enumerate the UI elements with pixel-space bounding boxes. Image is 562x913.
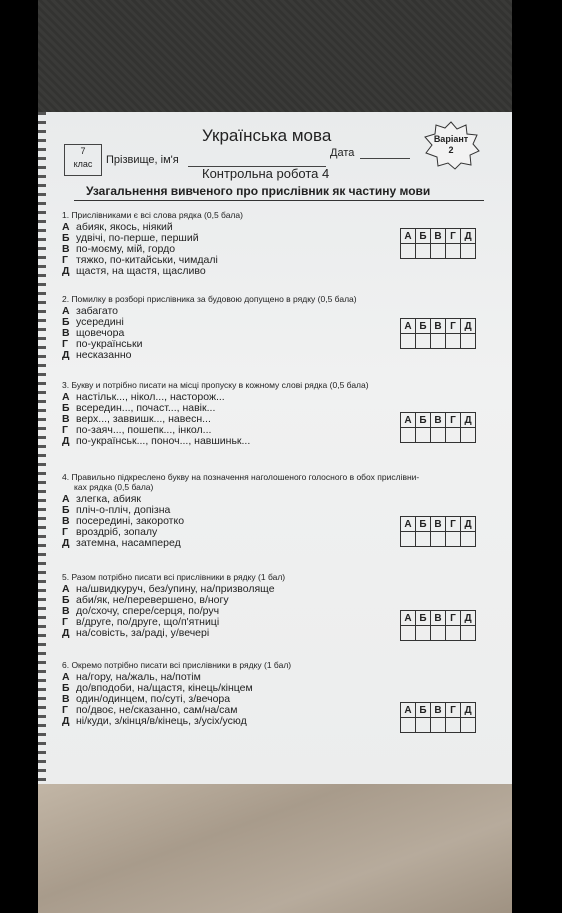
variant-number: 2 [448,145,454,155]
answer-cell[interactable] [401,718,416,733]
option: Д щастя, на щастя, щасливо [62,265,206,277]
option: Г вроздріб, зопалу [62,526,158,538]
answer-letter: А [401,611,416,626]
answer-cell[interactable] [461,532,476,547]
task-6 [62,660,291,727]
answer-cell[interactable] [431,718,446,733]
answer-letter: Б [416,611,431,626]
answer-letter: Б [416,517,431,532]
option: А злегка, абияк [62,493,141,505]
answer-cell[interactable] [416,428,431,443]
answer-letter: В [431,413,446,428]
task-question: 2. Помилку в розборі прислівника за будовою допущено в рядку (0,5 бала) [62,294,357,304]
answer-letter: Г [446,229,461,244]
answer-letter: А [401,517,416,532]
grade-number: 7 [80,146,86,156]
answer-letter: В [431,703,446,718]
answer-cell[interactable] [431,244,446,259]
answer-cell[interactable] [446,244,461,259]
option: Б удвічі, по-перше, перший [62,232,199,244]
carpet-bottom [38,775,512,913]
task-question-cont: ках рядка (0,5 бала) [74,482,154,492]
answer-grid-3 [400,412,476,443]
answer-cell[interactable] [461,428,476,443]
answer-cell[interactable] [416,626,431,641]
answer-letter: Г [446,413,461,428]
answer-letter: А [401,413,416,428]
option: Д затемна, насамперед [62,537,181,549]
option: Д на/совість, за/раді, у/вечері [62,627,210,639]
answer-cell[interactable] [431,532,446,547]
date-field[interactable] [360,158,410,159]
worksheet-page [38,112,512,784]
answer-letter: В [431,611,446,626]
option: Г в/друге, по/друге, що/п'ятниці [62,616,220,628]
answer-letter: Д [461,517,476,532]
answer-cell[interactable] [401,244,416,259]
option: А забагато [62,305,119,317]
answer-cell[interactable] [446,718,461,733]
answer-cell[interactable] [416,718,431,733]
variant-label: Варіант [433,134,469,144]
option: В посередині, закоротко [62,515,185,527]
answer-cell[interactable] [461,718,476,733]
answer-letter: Д [461,413,476,428]
carpet-top [38,0,512,115]
answer-grid-2 [400,318,476,349]
answer-cell[interactable] [431,428,446,443]
answer-letter: Д [461,229,476,244]
answer-letter: Г [446,319,461,334]
answer-cell[interactable] [401,428,416,443]
task-question: 4. Правильно підкреслено букву на позначення наголошеного голосного в обох прислівни- [62,472,420,482]
task-5 [62,572,285,639]
answer-cell[interactable] [446,626,461,641]
option: Г тяжко, по-китайськи, чимдалі [62,254,218,266]
grade-box [64,144,102,176]
surname-label: Прізвище, ім'я [106,154,179,166]
task-question: 1. Прислівниками є всі слова рядка (0,5 бала) [62,210,243,220]
answer-letter: Д [461,611,476,626]
answer-cell[interactable] [416,532,431,547]
task-4 [62,472,419,549]
answer-letter: А [401,319,416,334]
task-2 [62,294,357,361]
answer-grid-6 [400,702,476,733]
answer-cell[interactable] [416,244,431,259]
answer-letter: Д [461,703,476,718]
task-question: 3. Букву и потрібно писати на місці пропуску в кожному слові рядка (0,5 бала) [62,380,369,390]
option: А абияк, якось, ніякий [62,221,173,233]
option: Б всередин..., почаст..., навік... [62,402,216,414]
task-question: 5. Разом потрібно писати всі прислівники в рядку (1 бал) [62,572,286,582]
answer-letter: Г [446,517,461,532]
option: Д несказанно [62,349,132,361]
option: В верх..., заввишк..., навесн... [62,413,211,425]
topic-underline [74,200,484,201]
task-3 [62,380,369,447]
option: Б усередині [62,316,124,328]
answer-letter: Г [446,611,461,626]
answer-cell[interactable] [401,334,416,349]
answer-letter: А [401,703,416,718]
answer-letter: В [431,319,446,334]
option: Г по-українськи [62,338,143,350]
answer-cell[interactable] [431,334,446,349]
option: В один/одинцем, по/суті, з/вечора [62,693,231,705]
answer-cell[interactable] [461,244,476,259]
work-title: Контрольна робота 4 [202,166,330,181]
option: А настільк..., нікол..., насторож... [62,391,225,403]
option: Г по-заяч..., пошепк..., інкол... [62,424,212,436]
option: В до/схочу, спере/серця, по/руч [62,605,220,617]
option: В по-моєму, мій, гордо [62,243,176,255]
answer-grid-4 [400,516,476,547]
answer-letter: Б [416,703,431,718]
grade-word: клас [73,159,93,169]
option: Б аби/як, не/перевершено, в/ногу [62,594,229,606]
date-label: Дата [330,147,355,159]
option: А на/швидкуруч, без/упину, на/призволяще [62,583,275,595]
answer-letter: Б [416,319,431,334]
answer-cell[interactable] [401,626,416,641]
answer-cell[interactable] [446,428,461,443]
option: В щовечора [62,327,125,339]
answer-letter: В [431,229,446,244]
answer-grid-1 [400,228,476,259]
answer-grid-5 [400,610,476,641]
answer-letter: А [401,229,416,244]
answer-letter: Д [461,319,476,334]
task-question: 6. Окремо потрібно писати всі прислівники в рядку (1 бал) [62,660,292,670]
answer-cell[interactable] [446,532,461,547]
option: Г по/двоє, не/сказанно, сам/на/сам [62,704,238,716]
option: А на/гору, на/жаль, на/потім [62,671,201,683]
option: Д ні/куди, з/кінця/в/кінець, з/усіх/усюд [62,715,247,727]
answer-cell[interactable] [401,532,416,547]
answer-cell[interactable] [446,334,461,349]
answer-cell[interactable] [461,334,476,349]
option: Б пліч-о-пліч, допізна [62,504,171,516]
subject-title: Українська мова [202,126,332,145]
option: Б до/вподоби, на/щастя, кінець/кінцем [62,682,253,694]
answer-letter: Б [416,413,431,428]
answer-cell[interactable] [431,626,446,641]
answer-letter: В [431,517,446,532]
answer-letter: Г [446,703,461,718]
task-1 [62,210,243,277]
answer-letter: Б [416,229,431,244]
option: Д по-українськ..., поноч..., навшиньк... [62,435,251,447]
variant-badge [421,120,481,170]
topic-title: Узагальнення вивченого про прислівник як частину мови [86,184,431,198]
answer-cell[interactable] [461,626,476,641]
spiral-binding [38,112,46,784]
answer-cell[interactable] [416,334,431,349]
